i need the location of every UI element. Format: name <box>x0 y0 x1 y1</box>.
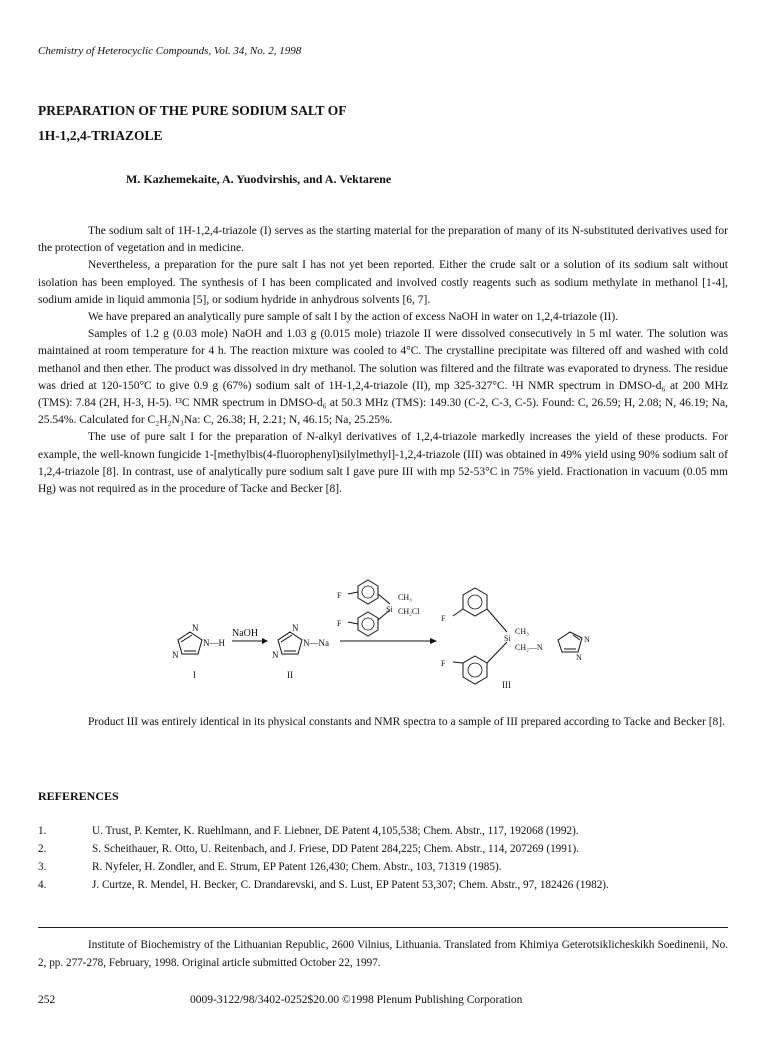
reference-number: 4. <box>38 879 47 891</box>
atom-n: N <box>272 650 279 660</box>
reaction-scheme <box>150 574 620 694</box>
footnote-divider <box>38 927 728 928</box>
atom-n: N <box>584 635 590 644</box>
reference-number: 1. <box>38 825 47 837</box>
atom-f: F <box>441 659 446 668</box>
page-number: 252 <box>38 994 56 1006</box>
reference-number: 2. <box>38 843 47 855</box>
reference-text: J. Curtze, R. Mendel, H. Becker, C. Drandarevski, and S. Lust, EP Patent 53,307; Chem. Abstr., 97, 182426 (1982). <box>92 879 609 891</box>
copyright-line: 0009-3122/98/3402-0252$20.00 ©1998 Plenum Publishing Corporation <box>190 994 523 1006</box>
compound-label-I: I <box>193 670 196 680</box>
reaction-arrow <box>340 638 437 644</box>
ch3-label: CH₃ <box>515 627 529 636</box>
compound-label-II: II <box>287 670 293 680</box>
nh-label: N—H <box>203 638 225 648</box>
affiliation-footnote: Institute of Biochemistry of the Lithuanian Republic, 2600 Vilnius, Lithuania. Translated from Khimiya Geterotsiklicheskikh Soedinenii, No. 2, pp. 277-278, February, 1998. Original article submitted October 22, 1997. <box>38 939 728 969</box>
authors: M. Kazhemekaite, A. Yuodvirshis, and A. Vektarene <box>126 172 392 186</box>
triazole-I-structure <box>172 623 225 680</box>
product-III-structure <box>441 588 590 690</box>
reference-item <box>38 841 728 857</box>
atom-n: N <box>172 650 179 660</box>
reagent-label: NaOH <box>232 628 259 639</box>
paragraph: The sodium salt of 1H-1,2,4-triazole (I) serves as the starting material for the preparation of many of its N-substituted derivatives used for the protection of vegetation and in medicine. <box>38 225 728 255</box>
reference-text: U. Trust, P. Kemter, K. Ruehlmann, and F. Liebner, DE Patent 4,105,538; Chem. Abstr., 117, 192068 (1992). <box>92 825 579 837</box>
triazole-II-structure <box>272 623 329 680</box>
atom-f: F <box>337 591 342 600</box>
paragraph: We have prepared an analytically pure sample of salt I by the action of excess NaOH in water on 1,2,4-triazole (II). <box>88 311 619 324</box>
atom-n: N <box>292 623 299 633</box>
ch2cl-label: CH₂Cl <box>398 607 420 616</box>
paragraph: Nevertheless, a preparation for the pure salt I has not yet been reported. Either the crude salt or a solution of its sodium salt without isolation has been employed. The synthesis of I has been complicated and involved costly reagents such as sodium methylate in methanol [1-4], sodium amide in liquid ammonia [5], or sodium hydride in anhydrous solvents [6, 7]. <box>38 259 728 306</box>
si-label: Si <box>386 605 393 614</box>
paragraph: Samples of 1.2 g (0.03 mole) NaOH and 1.03 g (0.015 mole) triazole II were dissolved consecutively in 5 ml water. The solution was maintained at room temperature for 4 h. The reaction mixture was cooled to 4°C. The crystalline precipitate was filtered off and washed with cold methanol and then ether. The product was dissolved in dry methanol. The solution was filtered and the filtrate was evaporated to dryness. The residue was dried at 120-150°C to give 0.9 g (67%) sodium salt of 1H-1,2,4-triazole (II), mp 325-327°C. ¹H NMR spectrum in DMSO-d₆ at 200 MHz (TMS): 7.84 (2H, H-3, H-5). ¹³C NMR spectrum in DMSO-d₆ at 50.3 MHz (TMS): 149.30 (C-2, C-3, C-5). Found: C, 26.59; H, 2.08; N, 46.19; Na, 25.54%. Calculated for C₂H₂N₃Na: C, 26.38; H, 2.21; N, 46.15; Na, 25.25%. <box>38 328 728 427</box>
atom-n: N <box>192 623 199 633</box>
ch3-label: CH₃ <box>398 593 412 602</box>
journal-header: Chemistry of Heterocyclic Compounds, Vol. 34, No. 2, 1998 <box>38 45 302 57</box>
title-line-2: 1H-1,2,4-TRIAZOLE <box>38 128 163 143</box>
paragraph: Product III was entirely identical in its physical constants and NMR spectra to a sample of III prepared according to Tacke and Becker [8]. <box>88 716 726 728</box>
atom-n: N <box>576 653 582 662</box>
paragraph: The use of pure salt I for the preparation of N-alkyl derivatives of 1,2,4-triazole markedly increases the yield of these products. For example, the well-known fungicide 1-[methylbis(4-fluorophenyl)silylmethyl]-1,2,4-triazole (III) was obtained in 49% yield using 90% sodium salt of 1,2,4-triazole [8]. In contrast, use of analytically pure sodium salt I gave pure III with mp 52-53°C in 75% yield. Fractionation in vacuum (0.05 mm Hg) was not required as in the procedure of Tacke and Becker [8]. <box>38 431 728 496</box>
atom-f: F <box>337 619 342 628</box>
naoh-arrow <box>232 628 268 644</box>
references-list <box>38 823 728 895</box>
reference-number: 3. <box>38 861 47 873</box>
article-body <box>38 223 728 498</box>
reference-item <box>38 877 728 893</box>
atom-f: F <box>441 614 446 623</box>
reference-item <box>38 859 728 875</box>
reference-text: S. Scheithauer, R. Otto, U. Reitenbach, and J. Friese, DD Patent 284,225; Chem. Abstr., 114, 207269 (1991). <box>92 843 579 855</box>
compound-label-III: III <box>502 680 511 690</box>
nna-label: N—Na <box>303 638 329 648</box>
closing-paragraph <box>38 714 728 731</box>
si-label: Si <box>504 634 511 643</box>
ch2n-label: CH₂—N <box>515 643 543 652</box>
reference-text: R. Nyfeler, H. Zondler, and E. Strum, EP Patent 126,430; Chem. Abstr., 103, 71319 (1985). <box>92 861 502 873</box>
references-heading: REFERENCES <box>38 789 119 803</box>
reference-item <box>38 823 728 839</box>
silane-reagent-structure <box>337 580 420 636</box>
title-line-1: PREPARATION OF THE PURE SODIUM SALT OF <box>38 103 347 118</box>
article-title <box>38 98 347 148</box>
